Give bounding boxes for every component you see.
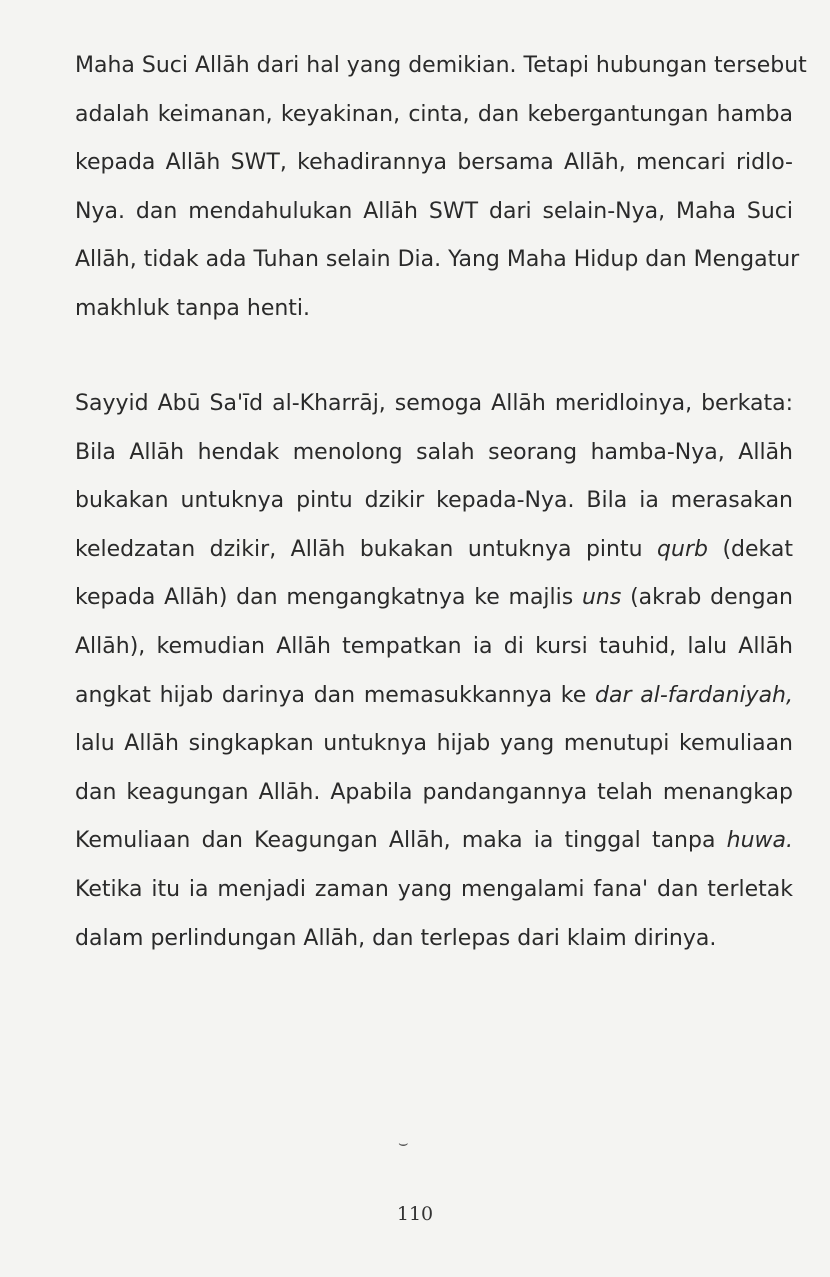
text-line: Allāh), kemudian Allāh tempatkan ia di kursi tauhid, lalu Allāh: [75, 633, 793, 659]
text-line: makhluk tanpa henti.: [75, 295, 311, 321]
page-number: 110: [396, 1203, 434, 1225]
text-line: Bila Allāh hendak menolong salah seorang hamba-Nya, Allāh: [75, 439, 793, 465]
separator-mark: ⌣: [398, 1133, 409, 1152]
text-line: kepada Allāh SWT, kehadirannya bersama Allāh, mencari ridlo-: [75, 150, 793, 176]
text-run: (akrab dengan: [621, 585, 793, 611]
italic-term: dar al-fardaniyah,: [595, 682, 793, 708]
text-run: Kemuliaan dan Keagungan Allāh, maka ia tinggal tanpa: [75, 828, 727, 854]
text-line: lalu Allāh singkapkan untuknya hijab yang menutupi kemuliaan: [75, 731, 793, 757]
text-line: bukakan untuknya pintu dzikir kepada-Nya. Bila ia merasakan: [75, 488, 793, 514]
text-line: adalah keimanan, keyakinan, cinta, dan kebergantungan hamba: [75, 101, 793, 127]
italic-term: qurb: [657, 536, 708, 562]
text-line: [75, 526, 793, 575]
paragraph-2: [75, 380, 793, 963]
text-line: [75, 672, 793, 721]
text-run: angkat hijab darinya dan memasukkannya ke: [75, 682, 596, 708]
text-run: (dekat: [707, 536, 793, 562]
text-line: Nya. dan mendahulukan Allāh SWT dari selain-Nya, Maha Suci: [75, 198, 793, 224]
text-line: dalam perlindungan Allāh, dan terlepas dari klaim dirinya.: [75, 925, 717, 951]
text-run: keledzatan dzikir, Allāh bukakan untuknya pintu: [75, 536, 658, 562]
text-line: Maha Suci Allāh dari hal yang demikian. Tetapi hubungan tersebut: [75, 53, 807, 78]
italic-term: huwa.: [726, 828, 793, 854]
italic-term: uns: [581, 585, 622, 611]
text-line: [75, 574, 793, 623]
text-line: Sayyid Abū Sa'īd al-Kharrāj, semoga Allāh meridloinya, berkata:: [75, 391, 793, 416]
paragraph-1: [75, 42, 807, 334]
text-line: [75, 817, 793, 866]
text-line: Allāh, tidak ada Tuhan selain Dia. Yang Maha Hidup dan Mengatur: [75, 247, 800, 273]
text-run: kepada Allāh) dan mengangkatnya ke majlis: [75, 585, 582, 611]
text-line: Ketika itu ia menjadi zaman yang mengalami fana' dan terletak: [75, 876, 793, 902]
text-line: dan keagungan Allāh. Apabila pandangannya telah menangkap: [75, 779, 793, 805]
